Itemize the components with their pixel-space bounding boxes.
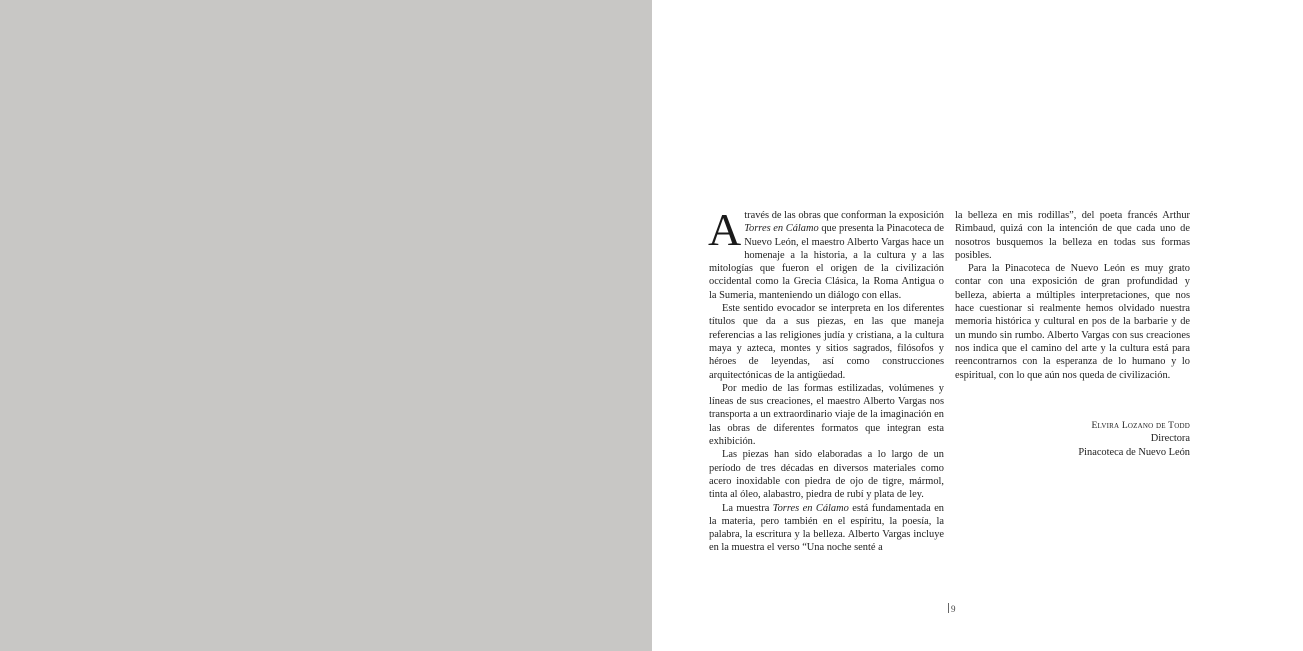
- paragraph-5: [709, 502, 944, 555]
- folio-bar: [948, 603, 949, 613]
- paragraph-6: Para la Pinacoteca de Nuevo León es muy grato contar con una exposición de gran profundidad y belleza, abierta a múltiples interpretaciones, que nos hace cuestionar si realmente hemos olvidado nuestra memoria histórica y cultural en pos de la barbarie y de un mundo sin rumbo. Alberto Vargas con sus creaciones nos indica que el camino del arte y la cultura está para reencontrarnos con la esperanza de lo humano y lo espiritual, con lo que aún nos queda de civilización.: [955, 263, 1190, 381]
- text-column-right: [955, 209, 1190, 382]
- page-number: [948, 603, 956, 614]
- signature-institution: Pinacoteca de Nuevo León: [1078, 446, 1190, 458]
- signature-role: Directora: [1150, 433, 1190, 445]
- paragraph-1-text-a: través de las obras que conforman la exposición: [744, 210, 944, 221]
- drop-cap: A: [708, 204, 742, 255]
- paragraph-1-text-b: que presenta la Pinacoteca de Nuevo León, el maestro Alberto Vargas hace un homenaje a la historia, a la cultura y a las mitologías que fueron el origen de la civilización occidental como la Grecia Clásica, la Roma Antigua o la Sumeria, manteniendo un diálogo con ellas.: [709, 223, 944, 301]
- paragraph-1: [708, 204, 944, 302]
- signature-name: Elvira Lozano de Todd: [1091, 420, 1190, 431]
- paragraph-4: Las piezas han sido elaboradas a lo largo de un período de tres décadas en diversos materiales como acero inoxidable con piedra de ojo de tigre, mármol, tinta al óleo, alabastro, piedra de rubí y plata de ley.: [709, 449, 944, 501]
- paragraph-2: Este sentido evocador se interpreta en los diferentes títulos que da a sus piezas, en las que maneja referencias a las religiones judía y cristiana, a la cultura maya y azteca, montes y sitios sagrados, filósofos y héroes de leyendas, así como construcciones arquitectónicas de la antigüedad.: [709, 303, 944, 381]
- paragraph-5-text-b: está fundamentada en la materia, pero también en el espíritu, la poesía, la palabra, la escritura y la belleza. Alberto Vargas incluye en la muestra el verso “Una noche senté a: [709, 502, 944, 554]
- paragraph-5-continued: la belleza en mis rodillas”, del poeta francés Arthur Rimbaud, quizá con la intención de que cada uno de nosotros busquemos la belleza en todas sus formas posibles.: [955, 210, 1190, 261]
- paragraph-5-text-a: La muestra: [722, 502, 773, 514]
- exhibition-title-2: Torres en Cálamo: [772, 502, 849, 514]
- signature-block: [955, 419, 1190, 459]
- page-number-value: 9: [951, 604, 956, 614]
- exhibition-title: Torres en Cálamo: [744, 223, 819, 235]
- paragraph-3: Por medio de las formas estilizadas, volúmenes y líneas de sus creaciones, el maestro Alberto Vargas nos transporta a un extraordinario viaje de la imaginación en las obras de diferentes formatos que integran esta exhibición.: [709, 382, 944, 448]
- text-column-left: [708, 204, 944, 555]
